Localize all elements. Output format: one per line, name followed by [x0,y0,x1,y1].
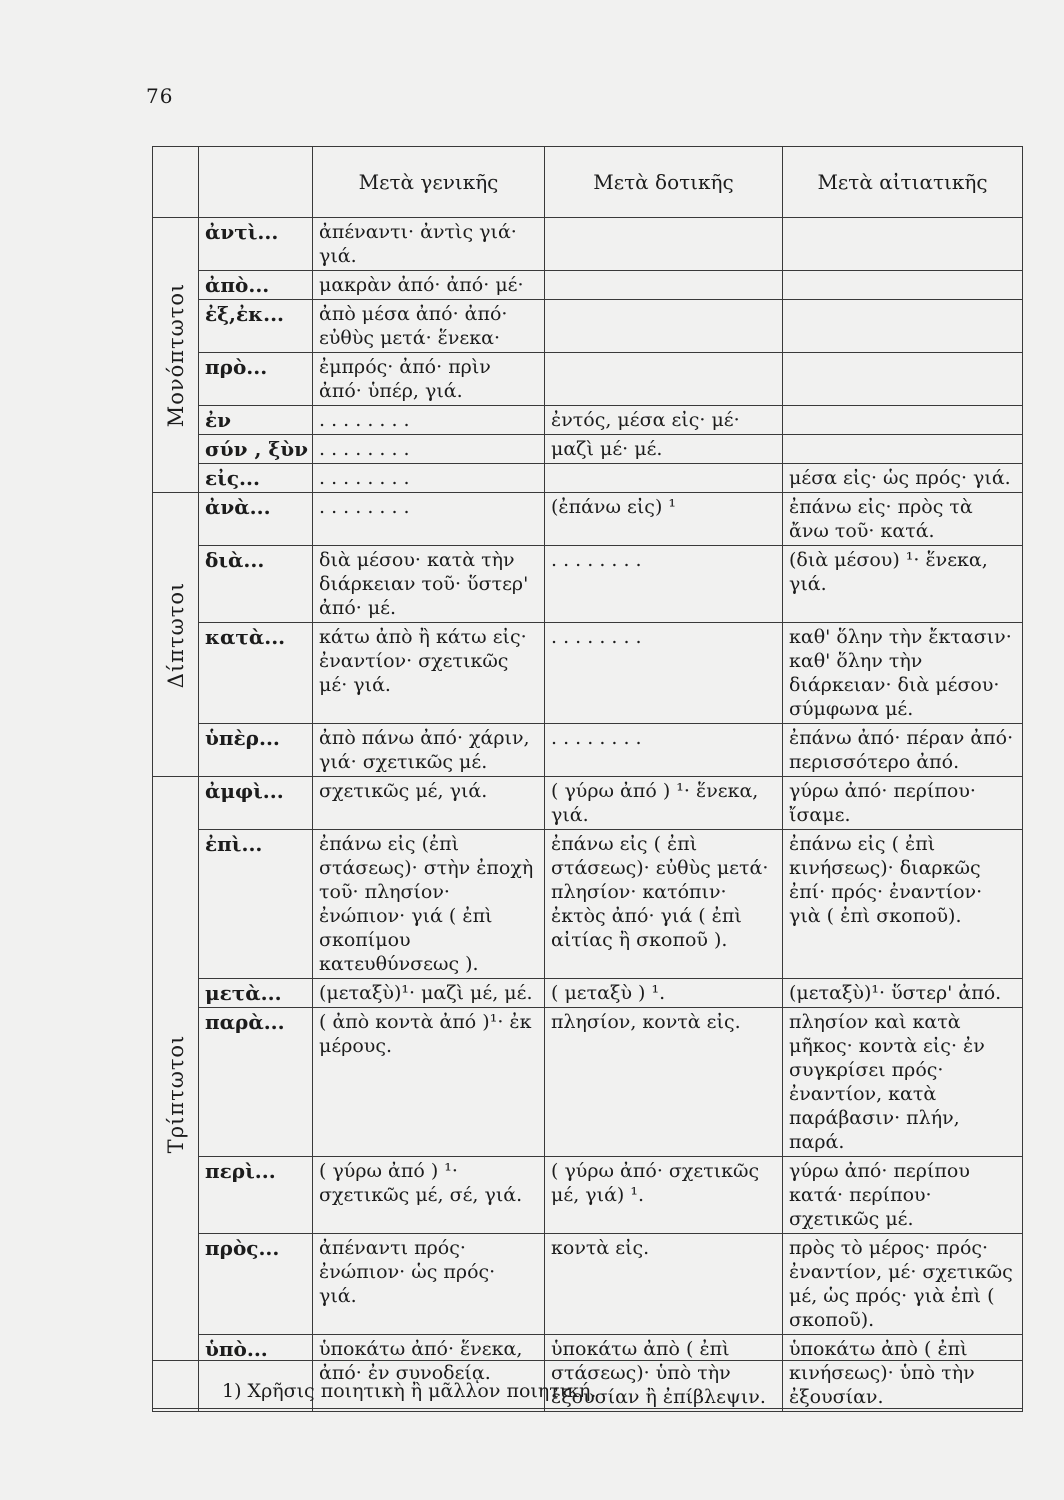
header-dative: Μετὰ δοτικῆς [545,147,783,218]
genitive-meaning: ( γύρω ἀπό ) ¹· σχετικῶς μέ, σέ, γιά. [313,1157,545,1234]
genitive-meaning: ὑποκάτω ἀπό· ἕνεκα, ἀπό· ἐν συνοδείᾳ. [313,1335,545,1412]
dative-meaning: ἐντός, μέσα εἰς· μέ· [545,406,783,435]
genitive-meaning: . . . . . . . . [313,406,545,435]
genitive-meaning: διὰ μέσου· κατὰ τὴν διάρκειαν τοῦ· ὕστερ' ἀπό· μέ. [313,546,545,623]
genitive-meaning: ἀπέναντι· ἀντὶς γιά· γιά. [313,218,545,271]
table-row [153,1157,1023,1234]
accusative-meaning: ὑποκάτω ἀπὸ ( ἐπὶ κινήσεως)· ὑπὸ τὴν ἐξουσίαν. [783,1335,1023,1412]
preposition: ἀμφὶ... [199,777,313,830]
dative-meaning: . . . . . . . . [545,724,783,777]
preposition: ἀντὶ... [199,218,313,271]
genitive-meaning: σχετικῶς μέ, γιά. [313,777,545,830]
accusative-meaning [783,435,1023,464]
genitive-meaning: ἀπὸ μέσα ἀπό· ἀπό· εὐθὺς μετά· ἕνεκα· [313,300,545,353]
genitive-meaning: . . . . . . . . [313,493,545,546]
footnote: 1) Χρῆσις ποιητικὴ ἢ μᾶλλον ποιητική. [222,1380,597,1402]
accusative-meaning: καθ' ὅλην τὴν ἔκτασιν· καθ' ὅλην τὴν διάρκειαν· διὰ μέσου· σύμφωνα μέ. [783,623,1023,724]
table-row [153,623,1023,724]
genitive-meaning: . . . . . . . . [313,464,545,493]
footnote-rule-top [152,1360,1022,1361]
genitive-meaning: ἐπάνω εἰς (ἐπὶ στάσεως)· στὴν ἐποχὴ τοῦ· πλησίον· ἐνώπιον· γιά ( ἐπὶ σκοπίμου κατευθύνσεως ). [313,830,545,979]
genitive-meaning: (μεταξὺ)¹· μαζὶ μέ, μέ. [313,979,545,1008]
preposition: διὰ... [199,546,313,623]
accusative-meaning [783,271,1023,300]
dative-meaning: . . . . . . . . [545,623,783,724]
table-row [153,493,1023,546]
accusative-meaning [783,300,1023,353]
table-row [153,777,1023,830]
dative-meaning: ( γύρω ἀπό ) ¹· ἕνεκα, γιά. [545,777,783,830]
dative-meaning: κοντὰ εἰς. [545,1234,783,1335]
accusative-meaning: γύρω ἀπό· περίπου κατά· περίπου· σχετικῶς μέ. [783,1157,1023,1234]
genitive-meaning: μακρὰν ἀπό· ἀπό· μέ· [313,271,545,300]
dative-meaning: ὑποκάτω ἀπὸ ( ἐπὶ στάσεως)· ὑπὸ τὴν ἐξουσίαν ἢ ἐπίβλεψιν. [545,1335,783,1412]
table-row [153,546,1023,623]
dative-meaning: μαζὶ μέ· μέ. [545,435,783,464]
genitive-meaning: ἐμπρός· ἀπό· πρὶν ἀπό· ὑπέρ, γιά. [313,353,545,406]
accusative-meaning [783,353,1023,406]
accusative-meaning: μέσα εἰς· ὡς πρός· γιά. [783,464,1023,493]
table-row [153,979,1023,1008]
dative-meaning: ἐπάνω εἰς ( ἐπὶ στάσεως)· εὐθὺς μετά· πλησίον· κατόπιν· ἐκτὸς ἀπό· γιά ( ἐπὶ αἰτίας ἢ σκοποῦ ). [545,830,783,979]
preposition: πρὸ... [199,353,313,406]
group-monoptotoi [153,218,199,493]
preposition: ἐπὶ... [199,830,313,979]
group-label: Μονόπτωτοι [163,282,188,428]
table-row [153,1234,1023,1335]
preposition: παρὰ... [199,1008,313,1157]
table-row [153,464,1023,493]
accusative-meaning: (μεταξὺ)¹· ὕστερ' ἀπό. [783,979,1023,1008]
footnote-rule-bottom [152,1408,1022,1409]
table-row [153,830,1023,979]
header-row [153,147,1023,218]
accusative-meaning: ἐπάνω εἰς· πρὸς τὰ ἄνω τοῦ· κατά. [783,493,1023,546]
group-diptotoi [153,493,199,777]
preposition-table-wrapper [152,146,1022,1412]
dative-meaning [545,464,783,493]
preposition: περὶ... [199,1157,313,1234]
table-row [153,724,1023,777]
dative-meaning [545,353,783,406]
preposition: κατὰ... [199,623,313,724]
accusative-meaning: πρὸς τὸ μέρος· πρός· ἐναντίον, μέ· σχετικῶς μέ, ὡς πρός· γιὰ ἐπὶ ( σκοποῦ). [783,1234,1023,1335]
preposition: μετὰ... [199,979,313,1008]
preposition: ὑπὸ... [199,1335,313,1412]
accusative-meaning: πλησίον καὶ κατὰ μῆκος· κοντὰ εἰς· ἐν συγκρίσει πρός· ἐναντίον, κατὰ παράβασιν· πλήν, παρά. [783,1008,1023,1157]
group-label: Τρίπτωτοι [163,1034,188,1154]
table-row [153,271,1023,300]
genitive-meaning: ἀπὸ πάνω ἀπό· χάριν, γιά· σχετικῶς μέ. [313,724,545,777]
preposition: ἐν [199,406,313,435]
header-genitive: Μετὰ γενικῆς [313,147,545,218]
table-row [153,218,1023,271]
dative-meaning: (ἐπάνω εἰς) ¹ [545,493,783,546]
dative-meaning: . . . . . . . . [545,546,783,623]
genitive-meaning: ἀπέναντι πρός· ἐνώπιον· ὡς πρός· γιά. [313,1234,545,1335]
table-row [153,406,1023,435]
preposition: πρὸς... [199,1234,313,1335]
accusative-meaning: (διὰ μέσου) ¹· ἕνεκα, γιά. [783,546,1023,623]
accusative-meaning [783,406,1023,435]
page-number: 76 [146,84,174,108]
dative-meaning: ( μεταξὺ ) ¹. [545,979,783,1008]
table-row [153,300,1023,353]
genitive-meaning: ( ἀπὸ κοντὰ ἀπό )¹· ἐκ μέρους. [313,1008,545,1157]
dative-meaning: πλησίον, κοντὰ εἰς. [545,1008,783,1157]
dative-meaning [545,218,783,271]
table-row [153,353,1023,406]
preposition-table [152,146,1023,1412]
table-row [153,435,1023,464]
group-triptotoi [153,777,199,1412]
preposition: ἀνὰ... [199,493,313,546]
table-row [153,1008,1023,1157]
genitive-meaning: . . . . . . . . [313,435,545,464]
accusative-meaning: γύρω ἀπό· περίπου· ἴσαμε. [783,777,1023,830]
preposition: ἐξ,ἐκ... [199,300,313,353]
dative-meaning [545,271,783,300]
dative-meaning [545,300,783,353]
dative-meaning: ( γύρω ἀπό· σχετικῶς μέ, γιά) ¹. [545,1157,783,1234]
header-accusative: Μετὰ αἰτιατικῆς [783,147,1023,218]
preposition: εἰς... [199,464,313,493]
accusative-meaning: ἐπάνω ἀπό· πέραν ἀπό· περισσότερο ἀπό. [783,724,1023,777]
preposition: ὑπὲρ... [199,724,313,777]
accusative-meaning [783,218,1023,271]
accusative-meaning: ἐπάνω εἰς ( ἐπὶ κινήσεως)· διαρκῶς ἐπί· πρός· ἐναντίον· γιὰ ( ἐπὶ σκοποῦ). [783,830,1023,979]
genitive-meaning: κάτω ἀπὸ ἢ κάτω εἰς· ἐναντίον· σχετικῶς μέ· γιά. [313,623,545,724]
group-label: Δίπτωτοι [163,581,188,688]
preposition: ἀπὸ... [199,271,313,300]
preposition: σύν , ξὺν [199,435,313,464]
